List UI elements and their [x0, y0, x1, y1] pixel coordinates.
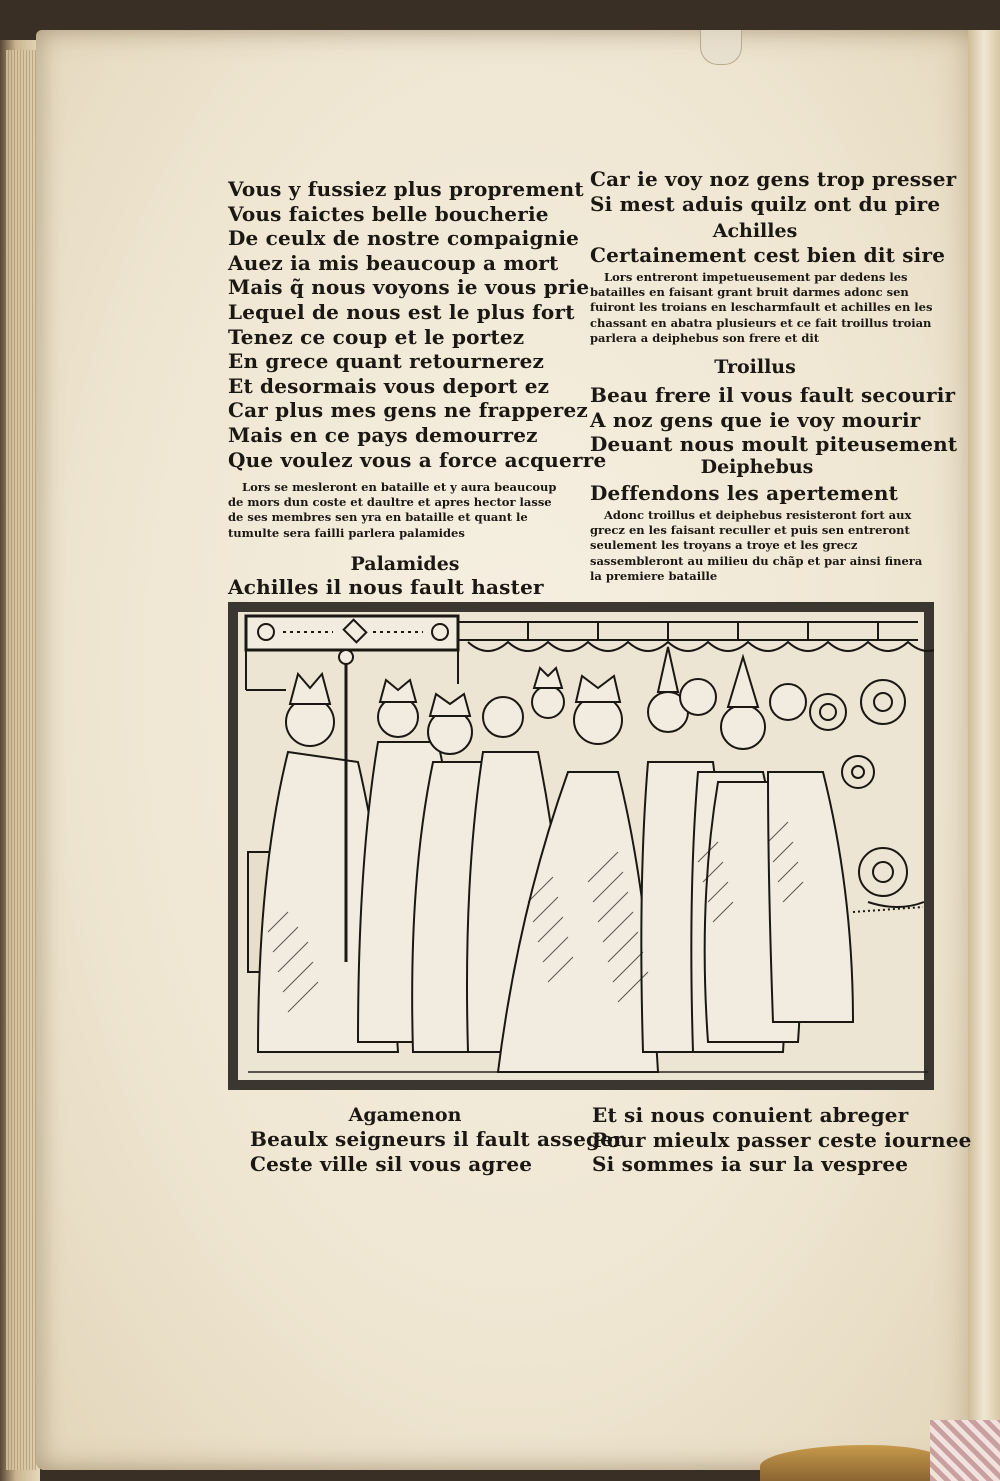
- right-verses-c: [590, 383, 957, 457]
- speaker-achilles: Achilles: [712, 220, 798, 242]
- verse-line: Beau frere il vous fault secourir: [590, 383, 956, 407]
- verse-line: Certainement cest bien dit sire: [590, 243, 946, 267]
- page-edges: [6, 50, 36, 1470]
- page-tab-marker: [700, 30, 742, 65]
- verse-line: Vous y fussiez plus proprement: [228, 177, 584, 201]
- left-stage-direction: Lors se mesleront en bataille et y aura beaucoup de mors dun coste et daultre et apres hector lasse de ses membres sen yra en bataille et quant le tumulte sera failli parlera palamides: [228, 480, 557, 540]
- verse-line: Si sommes ia sur la vespree: [592, 1152, 909, 1177]
- verse-line: Car plus mes gens ne frapperez: [228, 398, 588, 423]
- verse-line: Auez ia mis beaucoup a mort: [228, 250, 559, 275]
- verse-line: Pour mieulx passer ceste iournee: [592, 1127, 972, 1152]
- verse-line: Beaulx seigneurs il fault asseger: [250, 1127, 624, 1151]
- verse-line: De ceulx de nostre compaignie: [228, 226, 580, 251]
- verse-line: Et desormais vous deport ez: [228, 373, 550, 398]
- bottom-left-verses: [250, 1127, 624, 1176]
- verse-line: Ceste ville sil vous agree: [250, 1151, 533, 1176]
- verse-line: Achilles il nous fault haster: [228, 575, 544, 599]
- verse-line: Vous faictes belle boucherie: [228, 201, 549, 226]
- right-verses-a: [590, 167, 956, 216]
- bookmark-ribbon: [930, 1420, 1000, 1481]
- right-stage-direction-1: Lors entreront impetueusement par dedens les batailles en faisant grant bruit darmes adonc sen fuiront les troians en lescharmfault et achilles en les chassant en abatra plusieurs et ce fait troillus troian parlera a deiphebus son frere et dit: [590, 270, 933, 345]
- speaker-troillus: Troillus: [714, 356, 796, 378]
- speaker-deiphebus: Deiphebus: [700, 456, 814, 478]
- verse-line: Et si nous conuient abreger: [592, 1103, 909, 1127]
- woodcut-illustration: [228, 602, 934, 1090]
- verse-line: En grece quant retournerez: [228, 349, 545, 374]
- verse-line: Lequel de nous est le plus fort: [228, 299, 575, 324]
- verse-line: Mais en ce pays demourrez: [228, 422, 538, 447]
- verse-line: Que voulez vous a force acquerre: [228, 447, 607, 472]
- verse-line: A noz gens que ie voy mourir: [590, 407, 921, 432]
- verse-line: Deffendons les apertement: [590, 481, 899, 505]
- left-verses-a: [228, 177, 606, 472]
- verse-line: Si mest aduis quilz ont du pire: [590, 191, 941, 216]
- verse-line: Car ie voy noz gens trop presser: [590, 167, 957, 191]
- bottom-right-verses: [592, 1103, 972, 1177]
- verse-line: Tenez ce coup et le portez: [228, 324, 525, 349]
- verse-line: Mais q̃ nous voyons ie vous prie: [228, 275, 590, 300]
- speaker-palamides: Palamides: [350, 553, 460, 575]
- speaker-agamenon: Agamenon: [348, 1104, 462, 1126]
- page-curve-right: [968, 30, 1000, 1470]
- right-stage-direction-2: Adonc troillus et deiphebus resisteront fort aux grecz en les faisant reculler et puis sen entreront seulement les troyans a troye et les grecz sassembleront au milieu du chãp et par ainsi finera la premiere bataille: [590, 508, 923, 583]
- verse-line: Deuant nous moult piteusement: [590, 432, 958, 457]
